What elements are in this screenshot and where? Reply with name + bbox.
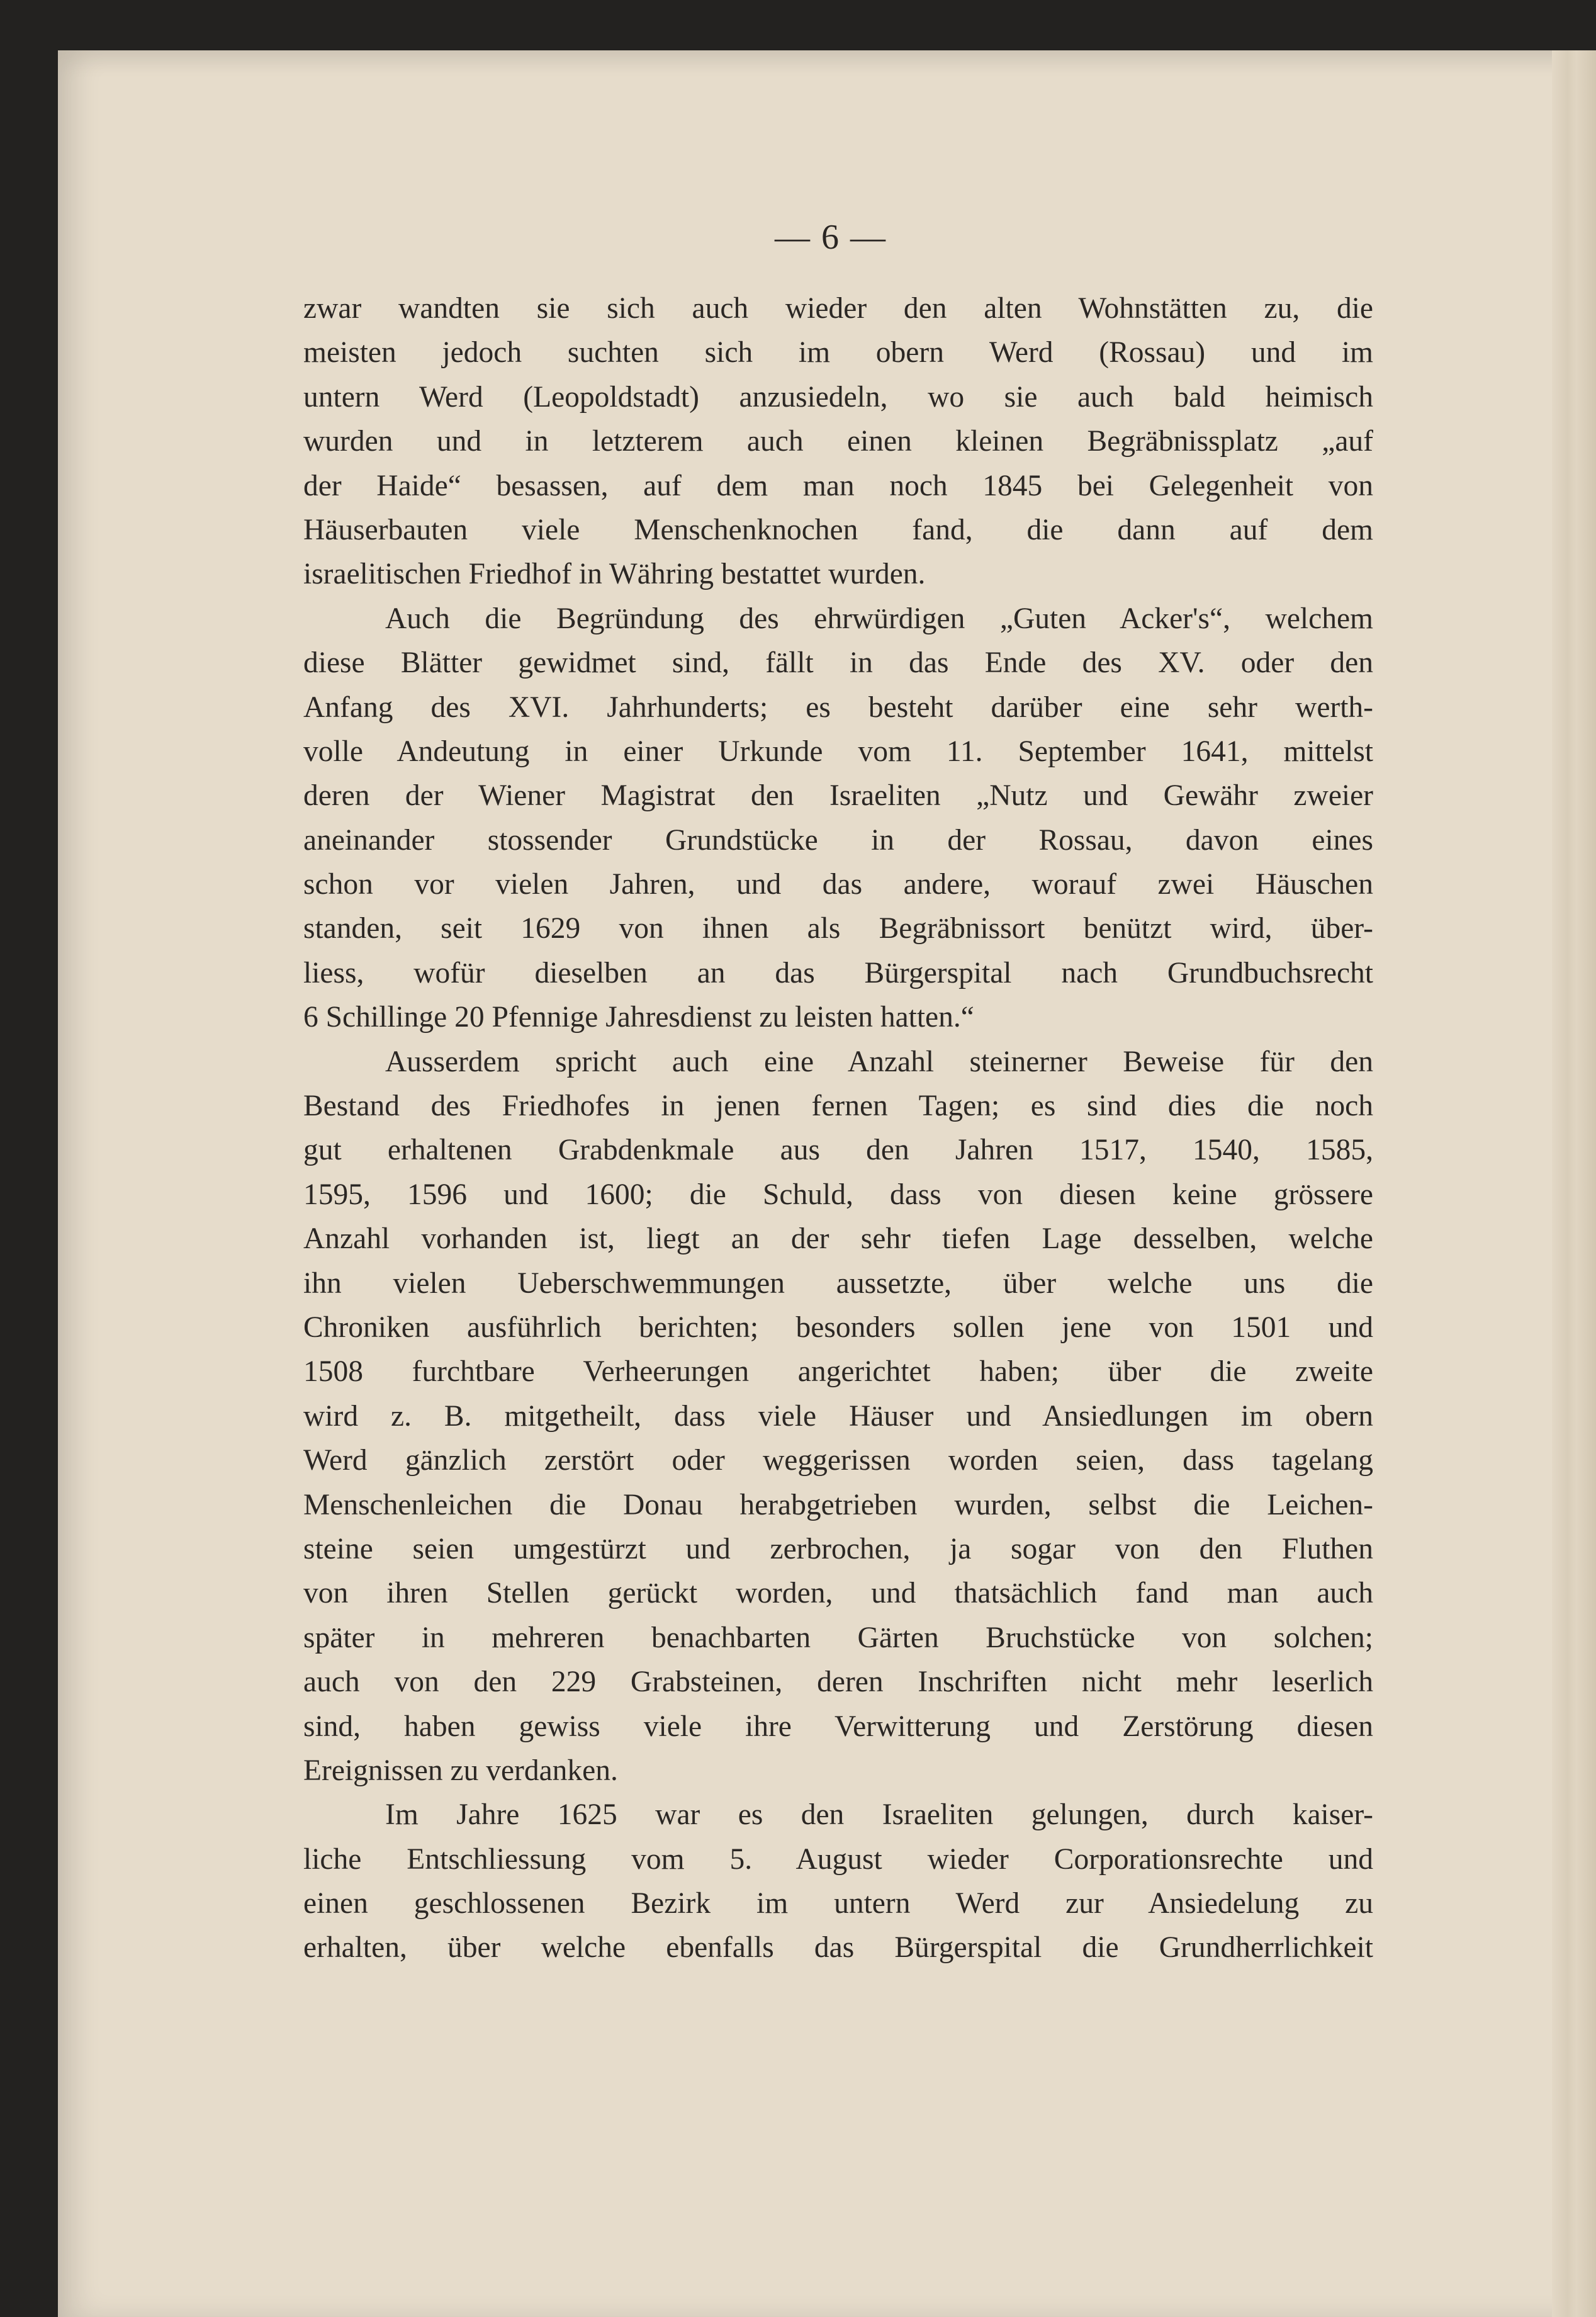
text-line: israelitischen Friedhof in Währing bestattet wurden. [303, 558, 926, 591]
body-text [303, 286, 1373, 1970]
page-number: — 6 — [775, 218, 887, 257]
text-line: wird z. B. mitgetheilt, dass viele Häuser und Ansiedlungen im obern [303, 1399, 1373, 1433]
text-line: steine seien umgestürzt und zerbrochen, ja sogar von den Fluthen [303, 1532, 1373, 1565]
text-line: ihn vielen Ueberschwemmungen aussetzte, über welche uns die [303, 1266, 1373, 1300]
text-line: 1508 furchtbare Verheerungen angerichtet haben; über die zweite [303, 1355, 1373, 1389]
text-line: liche Entschliessung vom 5. August wieder Corporationsrechte und [303, 1842, 1373, 1876]
text-line: volle Andeutung in einer Urkunde vom 11. September 1641, mittelst [303, 735, 1373, 768]
paragraph-2 [303, 597, 1373, 1040]
text-line: standen, seit 1629 von ihnen als Begräbnissort benützt wird, über- [303, 912, 1373, 945]
text-line: aneinander stossender Grundstücke in der Rossau, davon eines [303, 823, 1373, 857]
text-line: untern Werd (Leopoldstadt) anzusiedeln, wo sie auch bald heimisch [303, 380, 1373, 414]
text-line: schon vor vielen Jahren, und das andere, worauf zwei Häuschen [303, 868, 1373, 901]
text-line: Chroniken ausführlich berichten; besonders sollen jene von 1501 und [303, 1311, 1373, 1344]
text-line: der Haide“ besassen, auf dem man noch 1845 bei Gelegenheit von [303, 469, 1373, 502]
text-line: Menschenleichen die Donau herabgetrieben wurden, selbst die Leichen- [303, 1488, 1373, 1521]
text-line: Im Jahre 1625 war es den Israeliten gelungen, durch kaiser- [385, 1798, 1373, 1832]
text-line: Anfang des XVI. Jahrhunderts; es besteht darüber eine sehr werth- [303, 691, 1373, 724]
text-line: 6 Schillinge 20 Pfennige Jahresdienst zu leisten hatten.“ [303, 1001, 974, 1034]
text-line: Auch die Begründung des ehrwürdigen „Guten Acker's“, welchem [385, 602, 1373, 635]
text-line: Häuserbauten viele Menschenknochen fand, die dann auf dem [303, 513, 1373, 546]
text-line: Bestand des Friedhofes in jenen fernen Tagen; es sind dies die noch [303, 1090, 1373, 1123]
text-line: Werd gänzlich zerstört oder weggerissen worden seien, dass tagelang [303, 1444, 1373, 1477]
text-line: von ihren Stellen gerückt worden, und thatsächlich fand man auch [303, 1577, 1373, 1610]
paragraph-4 [303, 1793, 1373, 1970]
text-line: Ereignissen zu verdanken. [303, 1754, 618, 1787]
text-line: gut erhaltenen Grabdenkmale aus den Jahren 1517, 1540, 1585, [303, 1134, 1373, 1167]
text-line: einen geschlossenen Bezirk im untern Werd zur Ansiedelung zu [303, 1887, 1373, 1920]
text-line: liess, wofür dieselben an das Bürgerspital nach Grundbuchsrecht [303, 956, 1373, 989]
text-line: meisten jedoch suchten sich im obern Werd (Rossau) und im [303, 336, 1373, 369]
page-edge-shadow [1552, 50, 1596, 2317]
text-line: 1595, 1596 und 1600; die Schuld, dass von diesen keine grössere [303, 1178, 1373, 1211]
paragraph-1 [303, 286, 1373, 597]
text-line: erhalten, über welche ebenfalls das Bürgerspital die Grundherrlichkeit [303, 1931, 1373, 1965]
text-line: auch von den 229 Grabsteinen, deren Inschriften nicht mehr leserlich [303, 1666, 1373, 1699]
text-line: deren der Wiener Magistrat den Israeliten „Nutz und Gewähr zweier [303, 779, 1373, 813]
paragraph-3 [303, 1040, 1373, 1793]
text-line: Ausserdem spricht auch eine Anzahl steinerner Beweise für den [385, 1045, 1373, 1078]
text-line: diese Blätter gewidmet sind, fällt in das Ende des XV. oder den [303, 646, 1373, 680]
text-line: zwar wandten sie sich auch wieder den alten Wohnstätten zu, die [303, 292, 1373, 325]
text-line: Anzahl vorhanden ist, liegt an der sehr tiefen Lage desselben, welche [303, 1222, 1373, 1256]
text-line: wurden und in letzterem auch einen kleinen Begräbnissplatz „auf [303, 425, 1373, 458]
text-line: sind, haben gewiss viele ihre Verwitterung und Zerstörung diesen [303, 1710, 1373, 1743]
text-line: später in mehreren benachbarten Gärten Bruchstücke von solchen; [303, 1621, 1373, 1654]
